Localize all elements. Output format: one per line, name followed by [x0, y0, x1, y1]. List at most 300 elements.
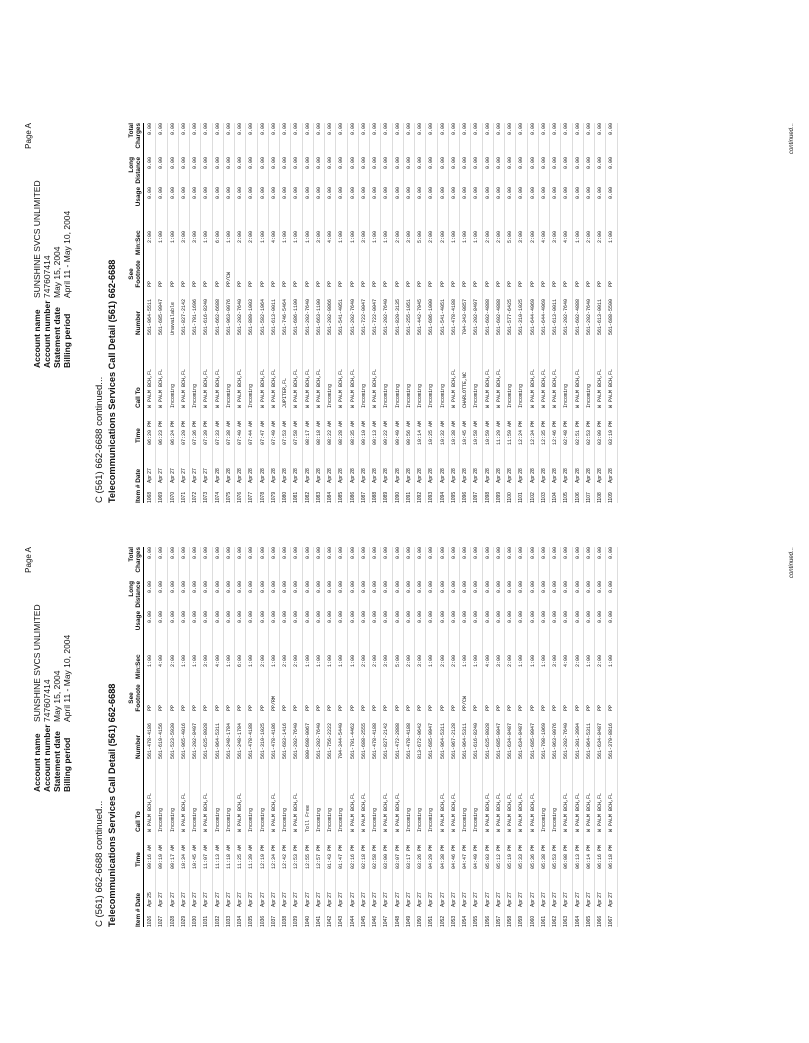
phone-number: 813-672-9642	[417, 722, 423, 759]
call-to: Incoming	[552, 807, 558, 832]
usage: 0.00	[495, 187, 502, 200]
call-date: Apr 28	[507, 468, 513, 483]
item-number: 1102	[529, 492, 536, 503]
table-row	[449, 123, 460, 503]
statement-page-right	[24, 123, 795, 503]
total-charges: 0.00	[158, 123, 165, 136]
phone-number: 561-613-0011	[597, 298, 603, 335]
phone-number: 561-685-9947	[428, 722, 435, 759]
long-distance: 0.00	[192, 581, 198, 594]
table-row	[190, 123, 201, 503]
table-row	[280, 547, 291, 927]
footnote: PP	[327, 704, 333, 711]
table-row	[539, 123, 550, 503]
table-row	[483, 123, 494, 503]
long-distance: 0.00	[203, 157, 210, 170]
long-distance: 0.00	[439, 157, 446, 170]
phone-number: 561-248-1784	[237, 722, 243, 759]
long-distance: 0.00	[225, 157, 232, 170]
footnote: PP	[192, 280, 198, 287]
item-number: 1051	[428, 915, 435, 927]
call-time: 11:59 AM	[507, 420, 513, 445]
min-sec: 2:00	[574, 655, 581, 668]
item-number: 1031	[203, 915, 210, 927]
long-distance: 0.00	[473, 157, 480, 170]
min-sec: 1:00	[349, 231, 356, 244]
call-to: W PALM BCH,FL	[180, 792, 187, 832]
usage: 0.00	[214, 187, 221, 200]
usage: 0.00	[417, 187, 423, 200]
table-row	[438, 123, 449, 503]
usage: 0.00	[563, 187, 570, 200]
account-name-label: Account name	[32, 309, 42, 368]
usage: 0.00	[507, 187, 513, 200]
long-distance: 0.00	[293, 157, 300, 170]
call-to: Incoming	[214, 807, 221, 832]
call-time: 07:47 AM	[259, 420, 266, 445]
usage: 0.00	[192, 187, 198, 200]
usage: 0.00	[585, 187, 592, 200]
total-charges: 0.00	[180, 123, 187, 136]
call-date: Apr 27	[180, 468, 187, 483]
table-row	[449, 547, 460, 927]
account-number-value: 747607414	[42, 679, 52, 722]
item-number: 1035	[248, 915, 255, 927]
long-distance: 0.00	[203, 581, 210, 594]
total-charges: 0.00	[349, 547, 356, 560]
long-distance: 0.00	[507, 581, 513, 594]
call-date: Apr 27	[192, 892, 198, 907]
footnote: PP	[315, 704, 322, 711]
table-row	[415, 123, 426, 503]
total-charges: 0.00	[248, 547, 255, 560]
usage: 0.00	[259, 187, 266, 200]
call-to: W PALM BCH,FL	[180, 368, 187, 408]
min-sec: 4:00	[270, 231, 277, 244]
call-date: Apr 28	[585, 468, 592, 483]
call-to: W PALM BCH,FL	[484, 368, 491, 408]
footnote: PP	[585, 280, 592, 287]
call-to: W PALM BCH,FL	[203, 368, 210, 408]
billing-period-value: April 11 - May 10, 2004	[62, 634, 72, 722]
footnote: PP	[259, 280, 266, 287]
item-number: 1085	[338, 491, 345, 503]
call-to: W PALM BCH,FL	[349, 792, 356, 832]
col-long-distance: Long Distance	[128, 581, 142, 608]
total-charges: 0.00	[450, 123, 457, 136]
min-sec: 1:00	[428, 655, 435, 668]
item-number: 1062	[552, 915, 558, 927]
call-time: 06:08 PM	[563, 844, 570, 869]
call-time: 03:00 PM	[383, 844, 390, 869]
phone-number: Unavailable	[169, 301, 176, 335]
item-number: 1095	[450, 491, 457, 503]
table-row	[494, 123, 505, 503]
min-sec: 2:00	[282, 655, 288, 668]
footnote: PP	[450, 704, 457, 711]
call-date: Apr 28	[597, 468, 603, 483]
min-sec: 2:00	[372, 655, 378, 668]
call-date: Apr 28	[450, 468, 457, 483]
total-charges: 0.00	[225, 123, 232, 136]
min-sec: 1:00	[383, 231, 390, 244]
footnote: PP	[540, 280, 547, 287]
table-row	[235, 123, 246, 503]
long-distance: 0.00	[540, 157, 547, 170]
footnote: PP	[608, 704, 615, 711]
item-number: 1026	[147, 915, 153, 927]
footnote: PP	[574, 704, 581, 711]
phone-number: 561-478-4188	[405, 722, 412, 759]
footnote: PP	[203, 280, 210, 287]
call-to: Incoming	[507, 383, 513, 408]
footnote: PP	[529, 704, 536, 711]
call-to: W PALM BCH,FL	[315, 368, 322, 408]
account-number-value: 747607414	[42, 255, 52, 298]
total-charges: 0.00	[293, 123, 300, 136]
total-charges: 0.00	[237, 123, 243, 136]
table-row	[303, 123, 314, 503]
call-date: Apr 27	[372, 892, 378, 907]
total-charges: 0.00	[338, 547, 345, 560]
item-number: 1044	[349, 915, 356, 927]
item-number: 1094	[439, 491, 446, 503]
call-date: Apr 28	[540, 468, 547, 483]
call-to: Incoming	[259, 807, 266, 832]
min-sec: 2:00	[529, 231, 536, 244]
footnote: PP/CW	[462, 695, 468, 711]
footnote: PP	[540, 704, 547, 711]
min-sec: 2:00	[484, 231, 491, 244]
table-row	[393, 547, 404, 927]
usage: 0.00	[293, 611, 300, 624]
total-charges: 0.00	[417, 123, 423, 136]
account-info	[32, 604, 72, 792]
table-row	[325, 123, 336, 503]
total-charges: 0.00	[563, 123, 570, 136]
footnote: PP	[169, 280, 176, 287]
min-sec: 2:00	[597, 231, 603, 244]
min-sec: 4:00	[214, 655, 221, 668]
item-number: 1078	[259, 491, 266, 503]
long-distance: 0.00	[304, 157, 311, 170]
table-row	[291, 547, 302, 927]
phone-number: 561-301-3994	[574, 722, 581, 759]
usage: 0.00	[574, 187, 581, 200]
total-charges: 0.00	[372, 547, 378, 560]
call-time: 10:34 AM	[180, 844, 187, 869]
total-charges: 0.00	[597, 123, 603, 136]
call-time: 06:24 PM	[169, 420, 176, 445]
table-row	[190, 547, 201, 927]
call-time: 09:10 AM	[360, 420, 367, 445]
table-row	[280, 123, 291, 503]
item-number: 1064	[574, 915, 581, 927]
usage: 0.00	[327, 611, 333, 624]
call-date: Apr 28	[349, 468, 356, 483]
phone-number: 561-688-5500	[608, 298, 615, 335]
col-see-footnote: See Footnote	[128, 260, 142, 288]
total-charges: 0.00	[315, 547, 322, 560]
long-distance: 0.00	[495, 581, 502, 594]
call-to: W PALM BCH,FL	[585, 792, 592, 832]
usage: 0.00	[158, 611, 165, 624]
footnote: PP	[338, 280, 345, 287]
call-to: W PALM BCH,FL	[304, 368, 311, 408]
call-to: Incoming	[417, 383, 423, 408]
call-time: 07:40 AM	[237, 420, 243, 445]
phone-number: 561-791-1696	[192, 298, 198, 335]
min-sec: 2:00	[259, 655, 266, 668]
call-to: Incoming	[169, 807, 176, 832]
phone-number: 561-602-4888	[484, 298, 491, 335]
phone-number: 561-722-0047	[372, 298, 378, 335]
long-distance: 0.00	[214, 157, 221, 170]
call-date: Apr 28	[372, 468, 378, 483]
call-time: 12:19 PM	[259, 844, 266, 869]
call-to: Incoming	[315, 807, 322, 832]
call-time: 06:13 PM	[574, 844, 581, 869]
item-number: 1066	[597, 915, 603, 927]
call-to: Incoming	[248, 383, 255, 408]
min-sec: 3:00	[417, 655, 423, 668]
table-row	[258, 547, 269, 927]
long-distance: 0.00	[225, 581, 232, 594]
phone-number: 561-523-5930	[169, 722, 176, 759]
item-number: 1037	[270, 915, 277, 927]
call-date: Apr 28	[237, 468, 243, 483]
long-distance: 0.00	[180, 581, 187, 594]
footnote: PP	[349, 704, 356, 711]
min-sec: 3:00	[180, 231, 187, 244]
phone-number: 561-310-1025	[259, 722, 266, 759]
footnote: PP	[225, 704, 232, 711]
long-distance: 0.00	[585, 157, 592, 170]
phone-number: 561-310-1025	[518, 298, 525, 335]
table-row	[246, 123, 257, 503]
min-sec: 1:00	[304, 231, 311, 244]
usage: 0.00	[540, 611, 547, 624]
call-date: Apr 28	[225, 468, 232, 483]
usage: 0.00	[180, 187, 187, 200]
item-number: 1071	[180, 491, 187, 503]
call-date: Apr 28	[360, 468, 367, 483]
item-number: 1068	[147, 491, 153, 503]
item-number: 1076	[237, 491, 243, 503]
call-to: W PALM BCH,FL	[293, 368, 300, 408]
total-charges: 0.00	[203, 547, 210, 560]
long-distance: 0.00	[574, 157, 581, 170]
call-time: 01:43 PM	[327, 844, 333, 869]
table-row	[415, 547, 426, 927]
min-sec: 1:00	[225, 655, 232, 668]
phone-number: 561-746-5464	[282, 298, 288, 335]
min-sec: 1:00	[248, 655, 255, 668]
call-time: 06:18 PM	[608, 844, 615, 869]
call-to: W PALM BCH,FL	[540, 368, 547, 408]
item-number: 1049	[405, 915, 412, 927]
total-charges: 0.00	[372, 123, 378, 136]
item-number: 1027	[158, 915, 165, 927]
call-time: 07:58 AM	[293, 420, 300, 445]
usage: 0.00	[473, 187, 480, 200]
usage: 0.00	[304, 611, 311, 624]
call-time: 10:25 AM	[428, 420, 435, 445]
total-charges: 0.00	[428, 547, 435, 560]
call-time: 04:49 PM	[473, 844, 480, 869]
long-distance: 0.00	[259, 581, 266, 594]
item-number: 1053	[450, 915, 457, 927]
total-charges: 0.00	[540, 123, 547, 136]
phone-number: 561-478-4186	[270, 722, 277, 759]
phone-number: 561-619-4156	[158, 722, 165, 759]
call-time: 09:56 AM	[405, 420, 412, 445]
call-to: W PALM BCH,FL	[574, 792, 581, 832]
total-charges: 0.00	[462, 123, 468, 136]
table-row	[595, 123, 606, 503]
table-row	[460, 123, 471, 503]
min-sec: 3:00	[192, 231, 198, 244]
long-distance: 0.00	[270, 581, 277, 594]
usage: 0.00	[529, 611, 536, 624]
col-time: Time	[135, 852, 142, 867]
call-to: W PALM BCH,FL	[237, 792, 243, 832]
usage: 0.00	[439, 187, 446, 200]
table-row	[539, 547, 550, 927]
call-to: W PALM BCH,FL	[259, 368, 266, 408]
long-distance: 0.00	[282, 581, 288, 594]
total-charges: 0.00	[473, 123, 480, 136]
call-date: Apr 28	[405, 468, 412, 483]
table-row	[460, 547, 471, 927]
footnote: PP	[214, 704, 221, 711]
usage: 0.00	[372, 187, 378, 200]
call-to: W PALM BCH,FL	[563, 792, 570, 832]
phone-number: 561-791-4462	[349, 722, 356, 759]
min-sec: 4:00	[563, 655, 570, 668]
item-number: 1086	[349, 491, 356, 503]
min-sec: 4:00	[327, 231, 333, 244]
phone-number: 561-967-2128	[450, 722, 457, 759]
total-charges: 0.00	[248, 123, 255, 136]
long-distance: 0.00	[327, 581, 333, 594]
table-row	[235, 547, 246, 927]
footnote: PP	[507, 280, 513, 287]
item-number: 1070	[169, 491, 176, 503]
long-distance: 0.00	[405, 581, 412, 594]
min-sec: 3:00	[360, 231, 367, 244]
call-time: 12:24 PM	[518, 420, 525, 445]
call-to: W PALM BCH,FL	[383, 792, 390, 832]
total-charges: 0.00	[574, 123, 581, 136]
min-sec: 5:00	[507, 231, 513, 244]
usage: 0.00	[360, 187, 367, 200]
continued-note: continued...	[789, 547, 795, 579]
call-time: 09:13 AM	[372, 420, 378, 445]
col-total-charges: Total Charges	[128, 547, 142, 573]
usage: 0.00	[270, 187, 277, 200]
call-date: Apr 27	[495, 892, 502, 907]
total-charges: 0.00	[585, 547, 592, 560]
call-to: Incoming	[394, 383, 401, 408]
long-distance: 0.00	[360, 157, 367, 170]
phone-number: 561-798-1069	[540, 722, 547, 759]
usage: 0.00	[450, 187, 457, 200]
min-sec: 1:00	[372, 231, 378, 244]
footnote: PP	[518, 280, 525, 287]
call-time: 09:17 AM	[169, 844, 176, 869]
call-to: W PALM BCH,FL	[495, 368, 502, 408]
usage: 0.00	[417, 611, 423, 624]
call-time: 10:14 AM	[417, 420, 423, 445]
long-distance: 0.00	[237, 581, 243, 594]
call-time: 05:38 PM	[540, 844, 547, 869]
usage: 0.00	[484, 611, 491, 624]
col-item-date: Item # Date	[135, 468, 142, 503]
item-number: 1084	[327, 491, 333, 503]
call-to: W PALM BCH,FL	[608, 792, 615, 832]
call-time: 12:34 PM	[529, 420, 536, 445]
call-date: Apr 28	[529, 468, 536, 483]
call-time: 02:53 PM	[585, 420, 592, 445]
footnote: PP	[372, 280, 378, 287]
call-time: 05:12 PM	[495, 844, 502, 869]
call-date: Apr 27	[169, 468, 176, 483]
call-to: W PALM BCH,FL	[203, 792, 210, 832]
long-distance: 0.00	[147, 157, 153, 170]
phone-number: 561-248-1784	[225, 722, 232, 759]
call-date: Apr 27	[203, 468, 210, 483]
item-number: 1063	[563, 915, 570, 927]
phone-number: 561-202-7640	[293, 722, 300, 759]
item-number: 1042	[327, 915, 333, 927]
min-sec: 1:00	[225, 231, 232, 244]
footnote: PP	[495, 280, 502, 287]
item-number: 1075	[225, 491, 232, 503]
usage: 0.00	[383, 611, 390, 624]
call-date: Apr 27	[349, 892, 356, 907]
total-charges: 0.00	[158, 547, 165, 560]
phone-number: 704-344-5440	[338, 722, 345, 759]
call-time: 11:39 AM	[248, 844, 255, 869]
call-date: Apr 27	[484, 892, 491, 907]
call-time: 09:49 AM	[394, 420, 401, 445]
call-date: Apr 28	[394, 468, 401, 483]
col-number: Number	[135, 310, 142, 335]
call-to: Incoming	[169, 383, 176, 408]
table-row	[494, 547, 505, 927]
long-distance: 0.00	[529, 157, 536, 170]
usage: 0.00	[147, 611, 153, 624]
total-charges: 0.00	[360, 123, 367, 136]
long-distance: 0.00	[315, 581, 322, 594]
call-to: W PALM BCH,FL	[529, 792, 536, 832]
item-number: 1048	[394, 915, 401, 927]
call-to: Incoming	[405, 383, 412, 408]
phone-number: 561-722-0047	[360, 298, 367, 335]
call-rows	[145, 547, 618, 927]
total-charges: 0.00	[383, 123, 390, 136]
usage: 0.00	[270, 611, 277, 624]
long-distance: 0.00	[450, 581, 457, 594]
total-charges: 0.00	[507, 123, 513, 136]
call-to: W PALM BCH,FL	[360, 792, 367, 832]
call-date: Apr 27	[338, 892, 345, 907]
statement-date-label: Statement date	[52, 307, 62, 368]
total-charges: 0.00	[608, 123, 615, 136]
usage: 0.00	[394, 187, 401, 200]
phone-number: 561-202-8497	[192, 722, 198, 759]
